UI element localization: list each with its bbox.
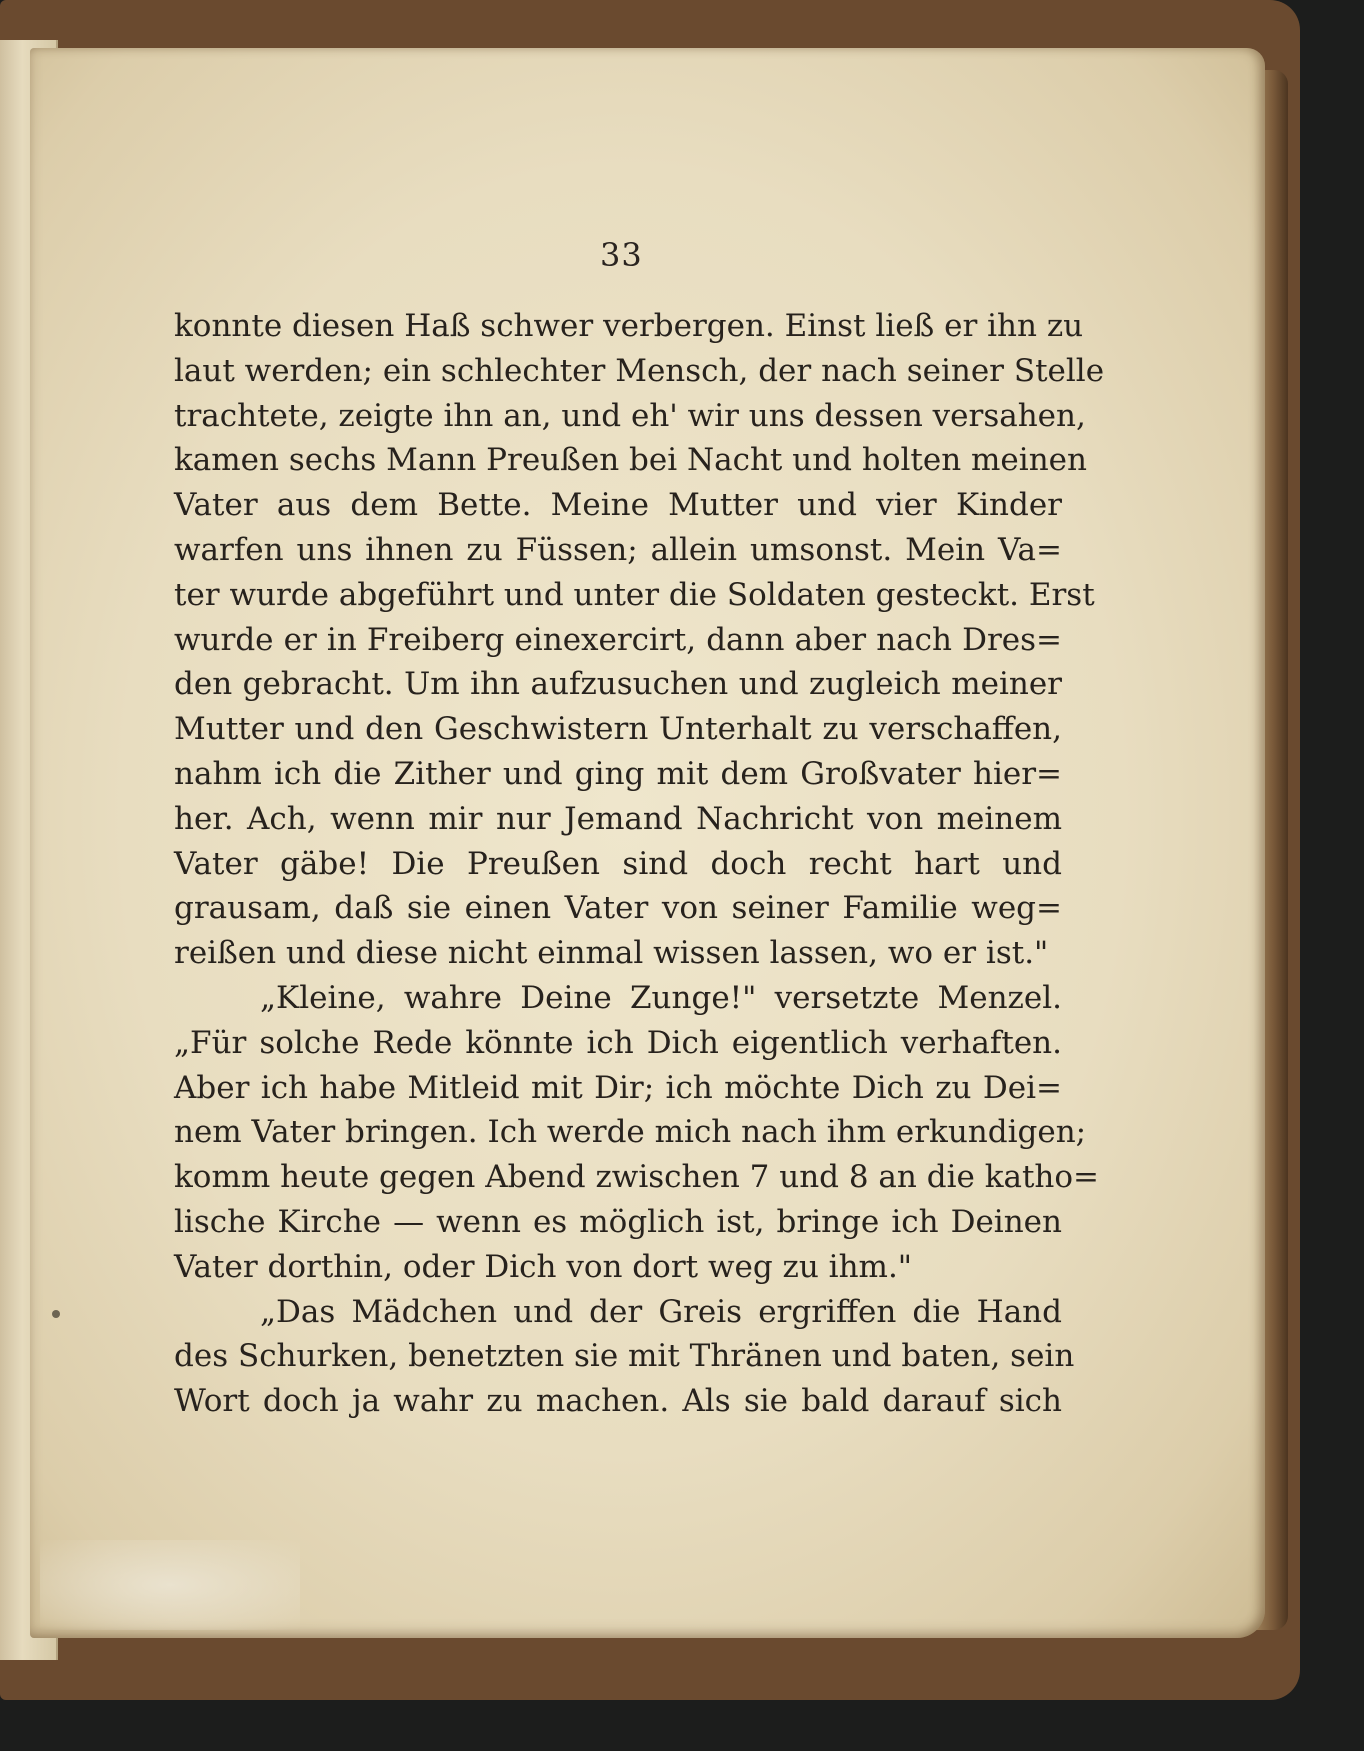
text-line: Vater gäbe! Die Preußen sind doch recht hart und	[174, 845, 1062, 882]
text-line: ter wurde abgeführt und unter die Soldaten gesteckt. Erst	[174, 576, 1095, 613]
text-line: „Für solche Rede könnte ich Dich eigentlich verhaften.	[174, 1024, 1062, 1061]
text-line: des Schurken, benetzten sie mit Thränen und baten, sein	[174, 1338, 1075, 1375]
text-line: kamen sechs Mann Preußen bei Nacht und holten meinen	[174, 442, 1087, 479]
text-line: nahm ich die Zither und ging mit dem Großvater hier=	[174, 755, 1062, 792]
text-line: reißen und diese nicht einmal wissen lassen, wo er ist."	[174, 935, 1049, 972]
page-number: 33	[600, 236, 643, 274]
text-line: wurde er in Freiberg einexercirt, dann aber nach Dres=	[174, 621, 1062, 658]
text-line: trachtete, zeigte ihn an, und eh' wir uns dessen versahen,	[174, 397, 1086, 434]
text-line: lische Kirche — wenn es möglich ist, bringe ich Deinen	[174, 1203, 1062, 1240]
text-line: konnte diesen Haß schwer verbergen. Einst ließ er ihn zu	[174, 308, 1084, 344]
text-line: Wort doch ja wahr zu machen. Als sie bald darauf sich	[174, 1383, 1062, 1420]
text-line: den gebracht. Um ihn aufzusuchen und zugleich meiner	[174, 666, 1062, 703]
text-line: Vater aus dem Bette. Meine Mutter und vier Kinder	[174, 487, 1062, 524]
text-line: warfen uns ihnen zu Füssen; allein umsonst. Mein Va=	[174, 531, 1062, 568]
text-line: „Das Mädchen und der Greis ergriffen die Hand	[260, 1293, 1062, 1330]
text-line: her. Ach, wenn mir nur Jemand Nachricht von meinem	[174, 800, 1062, 837]
text-line: grausam, daß sie einen Vater von seiner Familie weg=	[174, 890, 1062, 927]
text-line: komm heute gegen Abend zwischen 7 und 8 an die katho=	[174, 1159, 1100, 1196]
text-line: nem Vater bringen. Ich werde mich nach ihm erkundigen;	[174, 1114, 1087, 1151]
paper-spot	[52, 1310, 60, 1318]
text-line: Aber ich habe Mitleid mit Dir; ich möchte Dich zu Dei=	[174, 1069, 1062, 1106]
text-line: Mutter und den Geschwistern Unterhalt zu verschaffen,	[174, 711, 1062, 748]
text-line: laut werden; ein schlechter Mensch, der nach seiner Stelle	[174, 352, 1105, 389]
body-text	[174, 304, 1105, 1424]
text-line: Vater dorthin, oder Dich von dort weg zu ihm."	[174, 1248, 913, 1285]
text-line: „Kleine, wahre Deine Zunge!" versetzte Menzel.	[260, 979, 1062, 1016]
paper-wear	[40, 1540, 300, 1630]
